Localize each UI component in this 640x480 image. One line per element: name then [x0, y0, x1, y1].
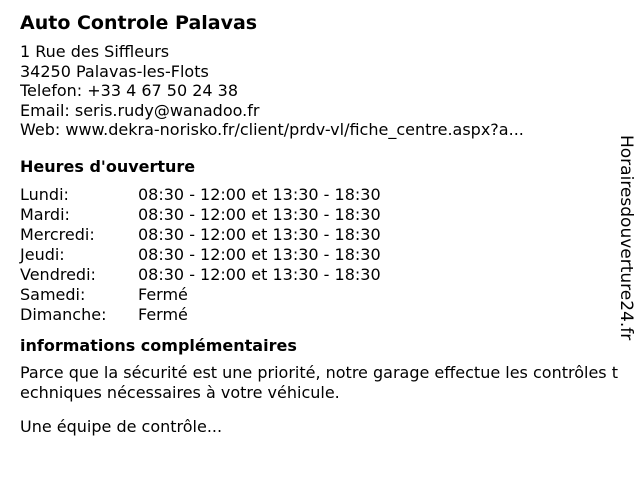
business-card — [20, 10, 618, 437]
hours-row-mercredi — [20, 225, 612, 245]
day-label: Samedi: — [20, 284, 86, 304]
info-paragraph-more: Une équipe de contrôle... — [20, 416, 223, 436]
contact-block — [20, 42, 612, 140]
hours-table — [20, 185, 612, 325]
day-label: Vendredi: — [20, 264, 96, 284]
day-label: Mercredi: — [20, 224, 95, 244]
day-label: Mardi: — [20, 204, 70, 224]
day-hours: 08:30 - 12:00 et 13:30 - 18:30 — [138, 184, 381, 204]
day-hours: 08:30 - 12:00 et 13:30 - 18:30 — [138, 224, 381, 244]
hours-row-lundi — [20, 185, 612, 205]
hours-heading: Heures d'ouverture — [20, 156, 196, 176]
hours-row-vendredi — [20, 265, 612, 285]
day-hours: Fermé — [138, 304, 188, 324]
email-line[interactable]: Email: seris.rudy@wanadoo.fr — [20, 100, 260, 120]
phone-line[interactable]: Telefon: +33 4 67 50 24 38 — [20, 81, 239, 100]
hours-row-mardi — [20, 205, 612, 225]
day-hours: 08:30 - 12:00 et 13:30 - 18:30 — [138, 244, 381, 264]
day-hours: 08:30 - 12:00 et 13:30 - 18:30 — [138, 204, 381, 224]
web-line[interactable]: Web: www.dekra-norisko.fr/client/prdv-vl/fiche_centre.aspx?a... — [20, 120, 524, 139]
day-label: Lundi: — [20, 184, 69, 204]
hours-row-jeudi — [20, 245, 612, 265]
address-street: 1 Rue des Siffleurs — [20, 42, 170, 61]
address-city: 34250 Palavas-les-Flots — [20, 61, 209, 81]
day-label: Jeudi: — [20, 244, 65, 264]
hours-row-dimanche — [20, 305, 612, 325]
day-hours: 08:30 - 12:00 et 13:30 - 18:30 — [138, 264, 381, 284]
hours-row-samedi — [20, 285, 612, 305]
info-paragraph: Parce que la sécurité est une priorité, notre garage effectue les contrôles techniques nécessaires à votre véhicule. — [20, 362, 618, 402]
site-watermark-label: Horairesdouverture24.fr — [616, 135, 636, 341]
business-name: Auto Controle Palavas — [20, 12, 258, 34]
day-label: Dimanche: — [20, 304, 107, 324]
day-hours: Fermé — [138, 284, 188, 304]
info-heading: informations complémentaires — [20, 335, 297, 355]
